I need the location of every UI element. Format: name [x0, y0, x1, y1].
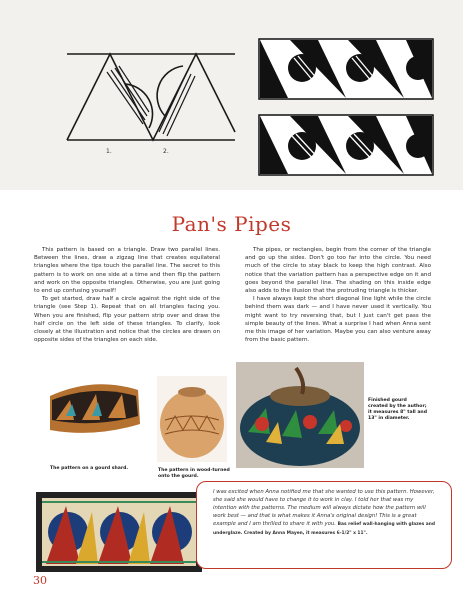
gourd-shard-photo — [46, 376, 142, 438]
gourd-caption: Finished gourd created by the author; it measures 8" tall and 13" in diameter. — [368, 398, 427, 421]
left-column — [34, 246, 220, 344]
right-column — [245, 246, 431, 344]
step-sketch — [65, 32, 237, 150]
step-2-label: 2. — [163, 148, 169, 155]
page-number: 30 — [33, 574, 47, 587]
step-1-label: 1. — [106, 148, 112, 155]
clay-wall-hanging-photo — [36, 492, 202, 572]
right-paragraph-1: The pipes, or rectangles, begin from the corner of the triangle and go up the sides. Don't go too far into the circle. You need much of the circle to stay black to keep the high contrast. Also notice that the variation pattern has a perspective edge on it and goes beyond the parallel line. The shading on this inside edge also adds to the illusion that the protruding triangle is thicker. — [245, 247, 431, 295]
quote — [213, 488, 438, 538]
page-title: Pan's Pipes — [171, 212, 292, 236]
left-paragraph-1: This pattern is based on a triangle. Draw two parallel lines. Between the lines, draw a zigzag line that creates equilateral triangles where the tips touch the parallel line. The secret to this pattern is to work on one side at a time and then flip the pattern and work on the opposite triangles. Otherwise, you are just going to end up confusing yourself! — [34, 247, 220, 295]
finished-gourd-photo — [236, 362, 364, 468]
wood-gourd-photo — [157, 376, 227, 462]
quote-credit: Bas relief wall-hanging with glazes and underglaze. Created by Anna Mayen, it measures 6-1/2" x 11". — [213, 522, 436, 536]
shard-caption: The pattern on a gourd shard. — [50, 466, 129, 471]
pattern-strip-bottom — [258, 114, 434, 176]
pattern-strip-top — [258, 38, 434, 100]
wood-caption: The pattern in wood-turned onto the gourd. — [158, 468, 230, 479]
left-paragraph-2: To get started, draw half a circle against the right side of the triangle (see Step 1). Repeat that on all triangles facing you. When you are finished, flip your pattern strip over and draw the half circle on the left side of these triangles. To clarify, look closely at the illustration and notice that the circles are drawn on opposite sides of the triangles on each side. — [34, 296, 220, 344]
quote-text: I was excited when Anna notified me that she wanted to use this pattern. However, she said she would have to change it to work in clay. I told her that was my intention with the patterns. The medium will always dictate how the pattern will work best — and that is what makes it Anna's original design! This is a great example and I am thrilled to share it with you. — [213, 489, 435, 527]
right-paragraph-2: I have always kept the short diagonal line light while the circle behind them was dark — and I have never used it vertically. You might want to try reversing that, but I just can't get pass the simple beauty of the lines. What a surprise I had when Anna sent me this image of her variation. Maybe you can also venture away from the basic pattern. — [245, 296, 431, 344]
